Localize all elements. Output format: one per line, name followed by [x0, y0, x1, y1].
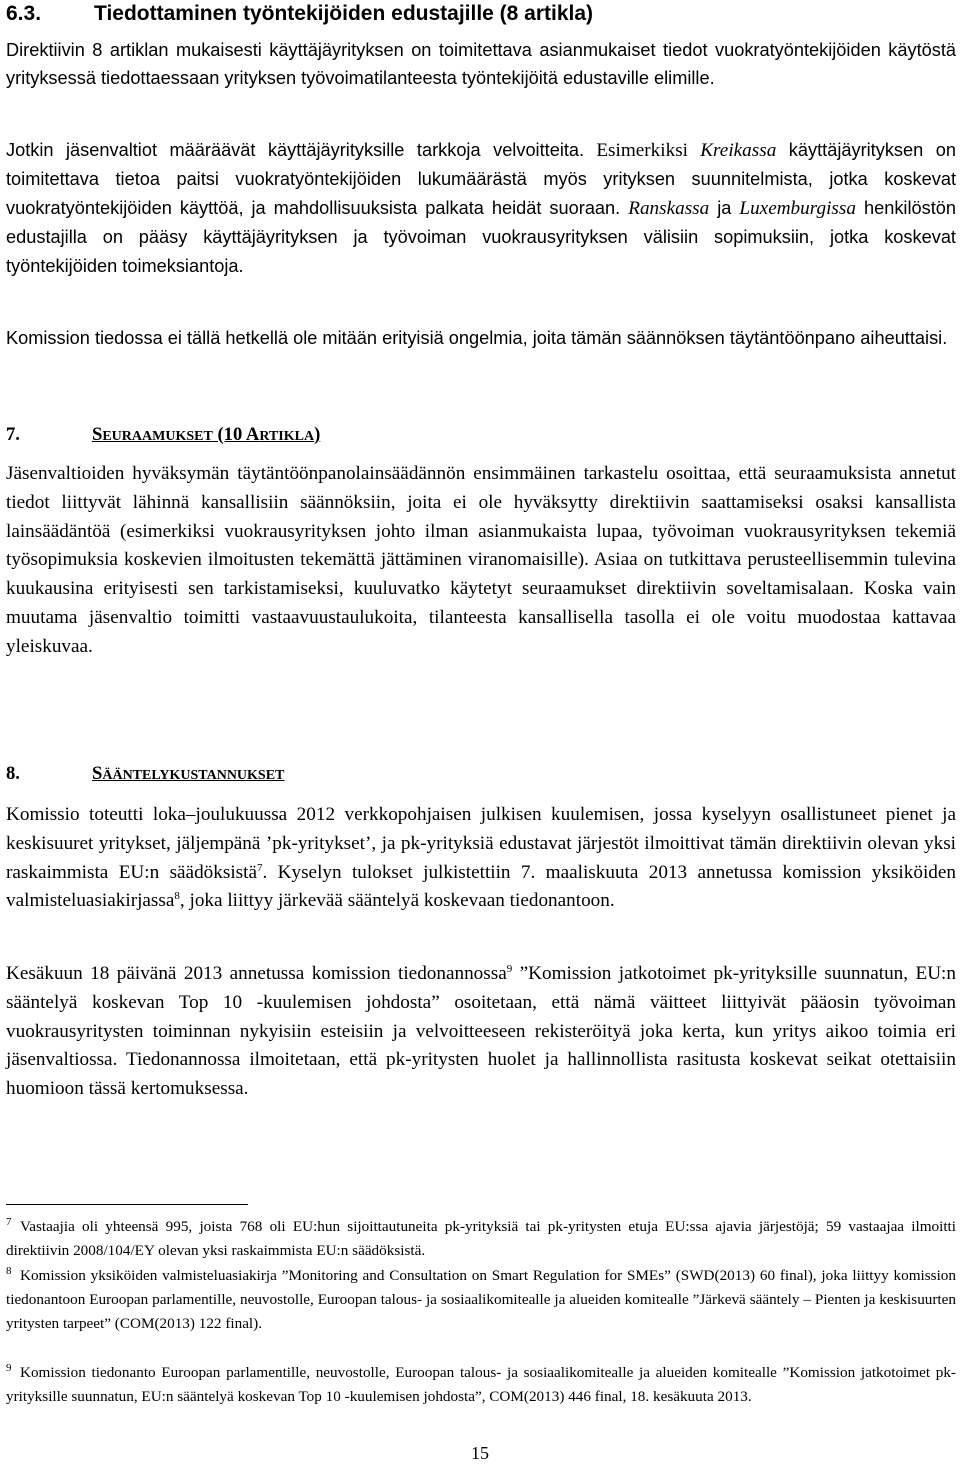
- para-text: Komissio toteutti loka–joulukuussa 2012 verkkopohjaisen julkisen kuulemisen, jossa kyselyyn osallistuneet pienet ja keskisuuret yritykset, jäljempänä ’pk-yritykset’, ja pk-yrityksiä edustavat järjestöt ilmoittivat tämän direktiivin olevan yksi raskaimmista EU:n säädöksistä: [6, 804, 956, 883]
- footnote-text: Komission tiedonanto Euroopan parlamentille, neuvostolle, Euroopan talous- ja sosiaalikomitealle ja alueiden komitealle ”Komission jatkotoimet pk-yrityksille suunnatun, EU:n sääntelyä koskevan Top 10 -kuulemisen johdosta”, COM(2013) 446 final, 18. kesäkuuta 2013.: [6, 1364, 956, 1406]
- section-number: 8.: [6, 763, 20, 784]
- para-text: henkilöstön edustajilla on pääsy käyttäjäyrityksen ja työvoiman vuokrausyrityksen välisiin sopimuksiin, jotka koskevat työntekijöiden toimeksiantoja.: [6, 197, 956, 276]
- section-title: Tiedottaminen työntekijöiden edustajille (8 artikla): [94, 2, 594, 25]
- title-part: ): [314, 424, 321, 445]
- section-6-3-paragraph-1: Direktiivin 8 artiklan mukaisesti käyttäjäyrityksen on toimitettava asianmukaiset tiedot vuokratyöntekijöiden käytöstä yrityksessä tiedottaessaan yrityksen työvoimatilanteesta työntekijöitä edustaville elimille.: [6, 40, 956, 89]
- title-part: S: [92, 763, 103, 784]
- footnote-text: Komission yksiköiden valmisteluasiakirja ”Monitoring and Consultation on Smart Regulation for SMEs” (SWD(2013) 60 final), joka liittyy komission tiedonantoon Euroopan parlamentille, neuvostolle, Euroopan talous- ja sosiaalikomitealle ja alueiden komitealle ”Järkevä sääntely – Pienten ja keskisuurten yritysten tarpeet” (COM(2013) 122 final).: [6, 1267, 956, 1333]
- para-text: Esimerkiksi: [584, 140, 701, 161]
- section-6-3-paragraph-2: [6, 136, 956, 280]
- footnote-9: 9 Komission tiedonanto Euroopan parlamentille, neuvostolle, Euroopan talous- ja sosiaalikomitealle ja alueiden komitealle ”Komission jatkotoimet pk-yrityksille suunnatun, EU:n sääntelyä koskevan Top 10 -kuulemisen johdosta”, COM(2013) 446 final, 18. kesäkuuta 2013.: [6, 1362, 956, 1406]
- footnote-ref-7: 7: [256, 861, 263, 874]
- footnote-separator: [6, 1204, 248, 1205]
- section-8-heading: [6, 763, 284, 785]
- footnote-8: 8 Komission yksiköiden valmisteluasiakirja ”Monitoring and Consultation on Smart Regulation for SMEs” (SWD(2013) 60 final), joka liittyy komission tiedonantoon Euroopan parlamentille, neuvostolle, Euroopan talous- ja sosiaalikomitealle ja alueiden komitealle ”Järkevä sääntely – Pienten ja keskisuurten yritysten tarpeet” (COM(2013) 122 final).: [6, 1265, 956, 1333]
- para-text: ja: [709, 197, 740, 218]
- section-number: 7.: [6, 424, 20, 445]
- para-text: käyttäjäyrityksen on toimitettava tietoa paitsi vuokratyöntekijöiden lukumäärästä myös yrityksen suunnitelmista, jotka koskevat vuokratyöntekijöiden käyttöä, ja mahdollisuuksista palkata heidät suoraan.: [6, 140, 956, 218]
- section-6-3-paragraph-3: Komission tiedossa ei tällä hetkellä ole mitään erityisiä ongelmia, joita tämän säännöksen täytäntöönpano aiheuttaisi.: [6, 328, 948, 348]
- page-number: 15: [471, 1443, 489, 1463]
- section-6-3-heading: [6, 2, 593, 26]
- title-part: A: [245, 424, 260, 445]
- footnote-ref-9: 9: [506, 963, 513, 975]
- footnote-ref-8: 8: [174, 890, 180, 903]
- title-part: ÄÄNTELYKUSTANNUKSET: [102, 768, 285, 783]
- title-part: RTIKLA: [259, 429, 315, 444]
- section-8-paragraph-2: [6, 960, 956, 1104]
- country-name: Ranskassa: [628, 197, 710, 219]
- title-part: S: [92, 424, 103, 445]
- section-7-paragraph: Jäsenvaltioiden hyväksymän täytäntöönpanolainsäädännön ensimmäinen tarkastelu osoittaa, että seuraamuksista annetut tiedot liittyvät lähinnä kansallisiin säännöksiin, joita ei ole hyväksytty direktiivin saattamiseksi osaksi kansallista lainsäädäntöä (esimerkiksi vuokrausyrityksen johto ilman asianmukaista lupaa, työvoiman vuokrausyrityksen tekemiä työsopimuksia koskevien ilmoitusten tekemättä jättäminen viranomaisille). Asiaa on tutkittava perusteellisemmin tulevina kuukausina erityisesti sen tarkistamiseksi, kuuluvatko käytetyt seuraamukset direktiivin soveltamisalaan. Koska vain muutama jäsenvaltio toimitti vastaavuustaulukoita, tilanteesta kansallisella tasolla ei ole voitu muodostaa kattavaa yleiskuvaa.: [6, 463, 956, 657]
- section-8-paragraph-1: [6, 801, 956, 916]
- country-name: Luxemburgissa: [739, 197, 856, 219]
- para-text: Kesäkuun 18 päivänä 2013 annetussa komission tiedonannossa: [6, 963, 507, 984]
- para-text: . Kyselyn tulokset julkistettiin 7. maaliskuuta 2013 annetussa komission yksiköiden valmisteluasiakirjassa: [6, 861, 956, 912]
- title-part: (10: [212, 424, 246, 445]
- section-7-heading: [6, 424, 320, 446]
- footnote-text: Vastaajia oli yhteensä 995, joista 768 oli EU:hun sijoittautuneita pk-yrityksiä tai pk-yritysten etuja EU:ssa ajavia järjestöjä; 59 vastaajaa ilmoitti direktiivin 2008/104/EY olevan yksi raskaimmista EU:n säädöksistä.: [6, 1218, 956, 1260]
- para-text: ”Komission jatkotoimet pk-yrityksille suunnatun, EU:n sääntelyä koskevan Top 10 -kuulemisen johdosta” osoitetaan, että nämä väitteet liittyivät pääosin työvoiman vuokrausyritysten toiminnan nykyisiin esteisiin ja velvoitteeseen rekisteröityä joka kerta, kun yritys aikoo toimia eri jäsenvaltiossa. Tiedonannossa ilmoitetaan, että pk-yritysten huolet ja hallinnollista rasitusta koskevat seikat otettaisiin huomioon tässä kertomuksessa.: [6, 963, 956, 1100]
- para-text: Jotkin jäsenvaltiot määräävät käyttäjäyrityksille tarkkoja velvoitteita.: [6, 140, 585, 160]
- section-number: 6.3.: [6, 2, 42, 25]
- title-part: EURAAMUKSET: [102, 429, 213, 444]
- country-name: Kreikassa: [700, 140, 777, 161]
- footnote-7: 7 Vastaajia oli yhteensä 995, joista 768 oli EU:hun sijoittautuneita pk-yrityksiä tai pk-yritysten etuja EU:ssa ajavia järjestöjä; 59 vastaajaa ilmoitti direktiivin 2008/104/EY olevan yksi raskaimmista EU:n säädöksistä.: [6, 1216, 956, 1260]
- para-text: , joka liittyy järkevää sääntelyä koskevaan tiedonantoon.: [179, 890, 615, 912]
